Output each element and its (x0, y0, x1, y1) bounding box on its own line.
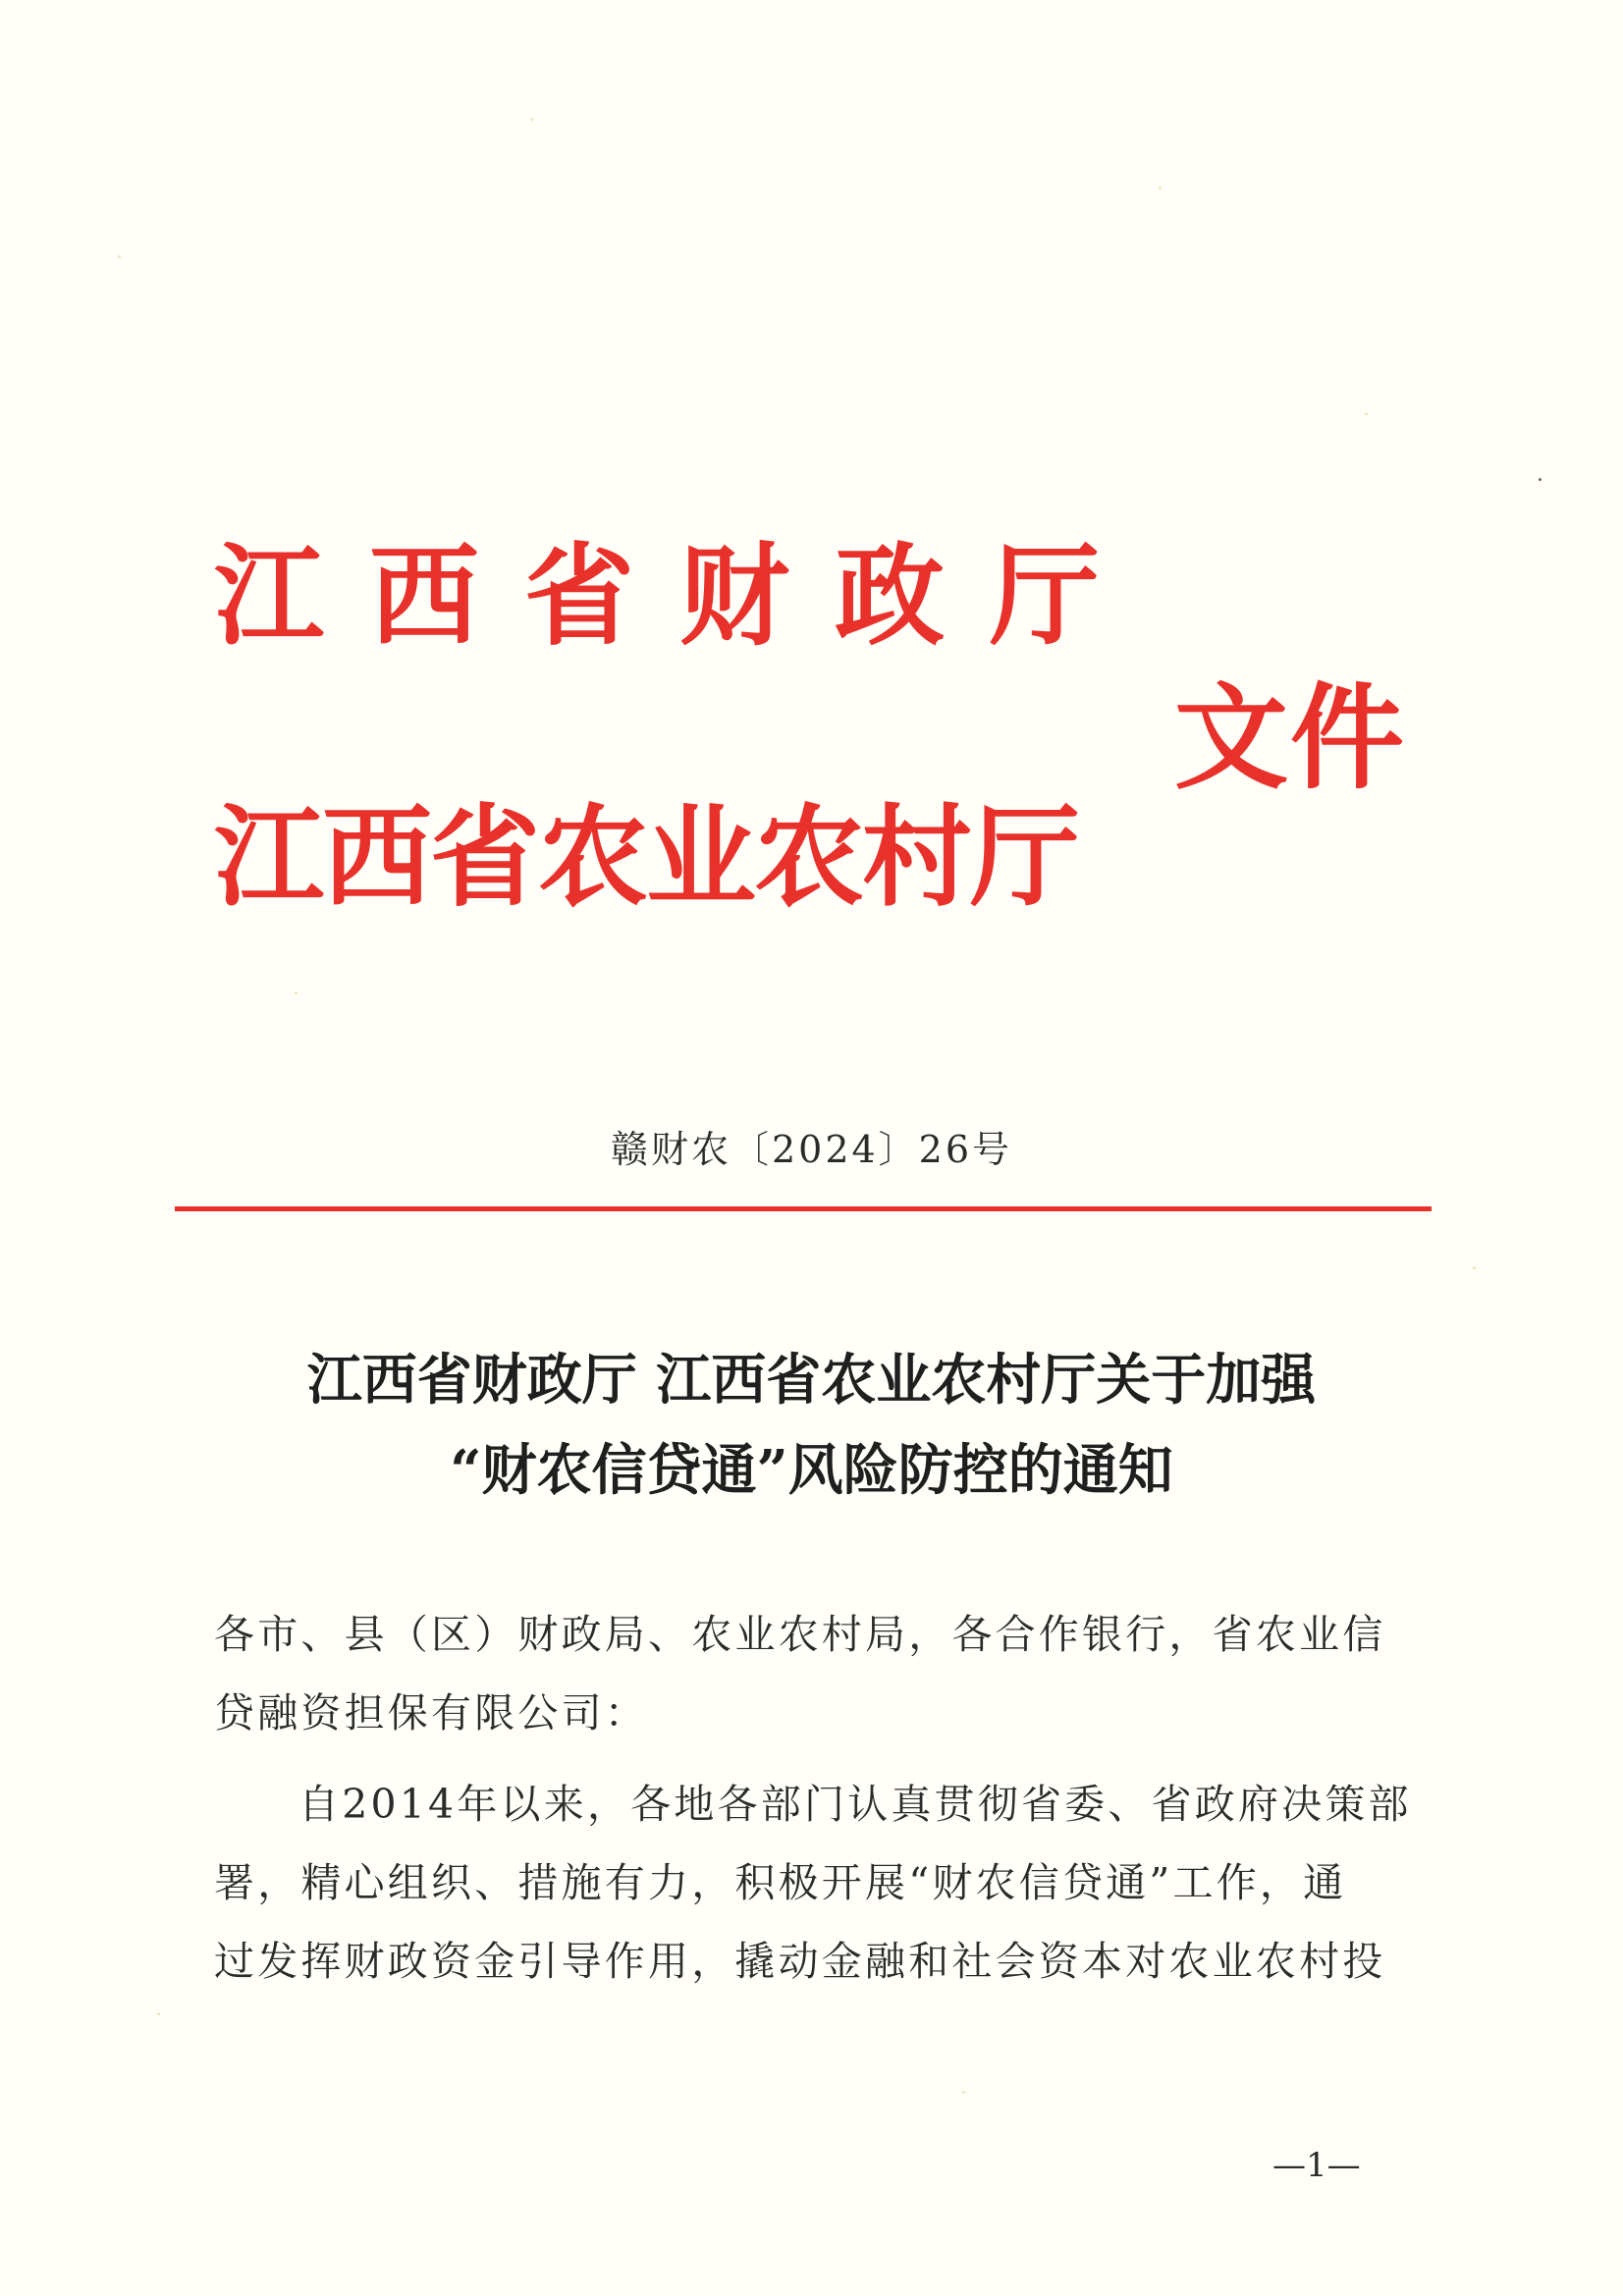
paper-speck (1365, 412, 1368, 415)
issuer-finance-department: 江西省财政厅 (214, 532, 1145, 661)
body-paragraph-line: 署，精心组织、措施有力，积极开展“财农信贷通”工作，通 (214, 1859, 1347, 1906)
document-title-line-1: 江西省财政厅 江西省农业农村厅关于加强 (306, 1348, 1317, 1413)
paper-speck (962, 2091, 965, 2094)
document-kind-label: 文件 (1174, 671, 1406, 805)
addressee-line-1: 各市、县（区）财政局、农业农村局，各合作银行，省农业信 (214, 1611, 1386, 1658)
paper-speck (1539, 478, 1542, 481)
paper-speck (530, 118, 533, 121)
addressee-line-2: 贷融资担保有限公司： (214, 1689, 648, 1736)
document-title-line-2: “财农信贷通”风险防控的通知 (450, 1438, 1173, 1503)
paper-speck (295, 991, 298, 994)
paper-speck (1473, 1266, 1476, 1269)
document-number: 赣财农〔2024〕26号 (610, 1128, 1013, 1171)
issuer-agriculture-department: 江西省农业农村厅 (214, 793, 1078, 922)
page-number: —1— (1272, 2146, 1361, 2185)
paper-speck (1159, 187, 1162, 189)
body-paragraph-line: 自2014年以来，各地各部门认真贯彻省委、省政府决策部 (298, 1781, 1412, 1828)
paper-speck (118, 255, 121, 258)
red-divider-line (175, 1206, 1432, 1211)
body-paragraph-line: 过发挥财政资金引导作用，撬动金融和社会资本对农业农村投 (214, 1938, 1386, 1985)
paper-speck (157, 2012, 160, 2015)
